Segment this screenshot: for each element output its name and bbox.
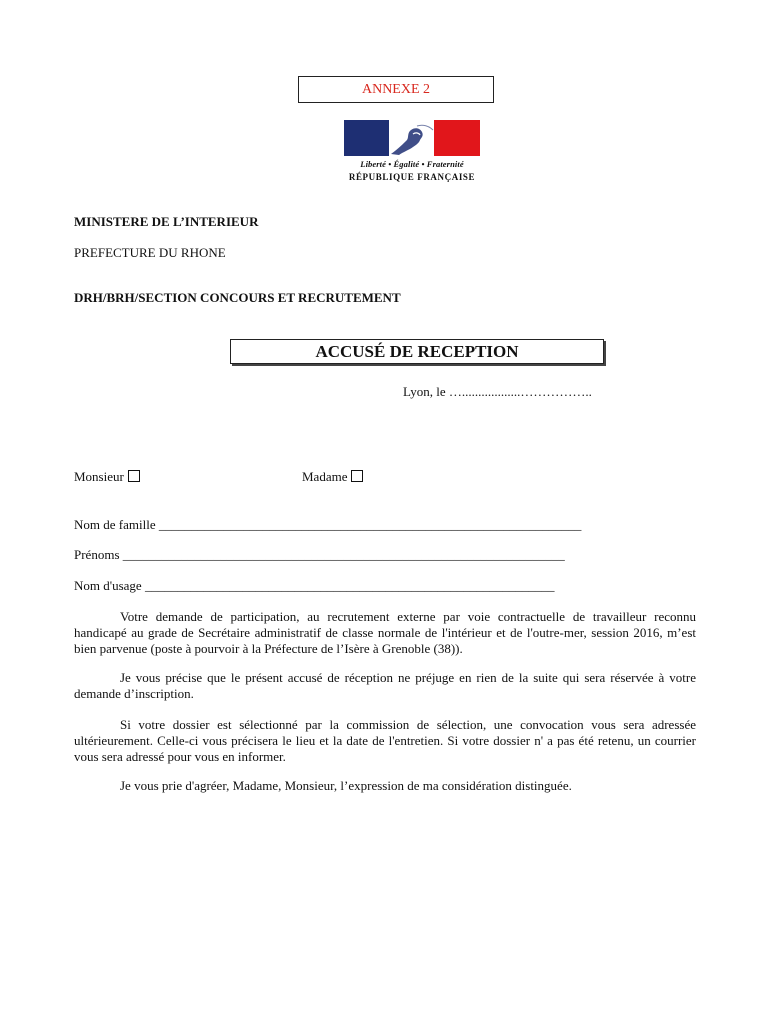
date-line: Lyon, le …..................…………….. (403, 384, 592, 399)
madame-option[interactable] (302, 469, 363, 485)
monsieur-option[interactable] (74, 469, 140, 485)
prenoms-field[interactable]: Prénoms ____________________________________________________________________ (74, 547, 565, 562)
monsieur-label: Monsieur (74, 469, 124, 484)
prefecture-heading: PREFECTURE DU RHONE (74, 245, 226, 260)
monsieur-checkbox[interactable] (128, 470, 140, 482)
body-paragraph-2: Je vous précise que le présent accusé de réception ne préjuge en rien de la suite qui sera réservée à votre demande d’inscription. (74, 670, 696, 701)
madame-checkbox[interactable] (351, 470, 363, 482)
nom-usage-field[interactable]: Nom d'usage _______________________________________________________________ (74, 578, 555, 593)
page-title: ACCUSÉ DE RECEPTION (230, 339, 604, 364)
ministere-heading: MINISTERE DE L’INTERIEUR (74, 214, 259, 229)
logo-motto: Liberté • Égalité • Fraternité (360, 159, 464, 169)
body-paragraph-3: Si votre dossier est sélectionné par la commission de sélection, une convocation vous sera adressée ultérieurement. Celle-ci vous précisera le lieu et la date de l'entretien. Si votre dossier n' a pas été retenu, un courrier vous sera adressé pour vous en informer. (74, 717, 696, 764)
marianne-flag-icon (344, 120, 480, 156)
body-paragraph-1: Votre demande de participation, au recrutement externe par voie contractuelle de travailleur reconnu handicapé au grade de Secrétaire administratif de classe normale de l'intérieur et de l'outre-mer, session 2016, m’est bien parvenue (poste à pourvoir à la Préfecture de l’Isère à Grenoble (38)). (74, 609, 696, 656)
madame-label: Madame (302, 469, 348, 484)
service-heading: DRH/BRH/SECTION CONCOURS ET RECRUTEMENT (74, 290, 401, 305)
nom-famille-field[interactable]: Nom de famille _________________________________________________________________ (74, 517, 582, 532)
republique-francaise-logo (344, 120, 484, 184)
body-paragraph-4: Je vous prie d'agréer, Madame, Monsieur, l’expression de ma considération distinguée. (120, 778, 572, 793)
logo-republique-francaise: RÉPUBLIQUE FRANÇAISE (348, 172, 476, 182)
annexe-label: ANNEXE 2 (298, 76, 494, 103)
